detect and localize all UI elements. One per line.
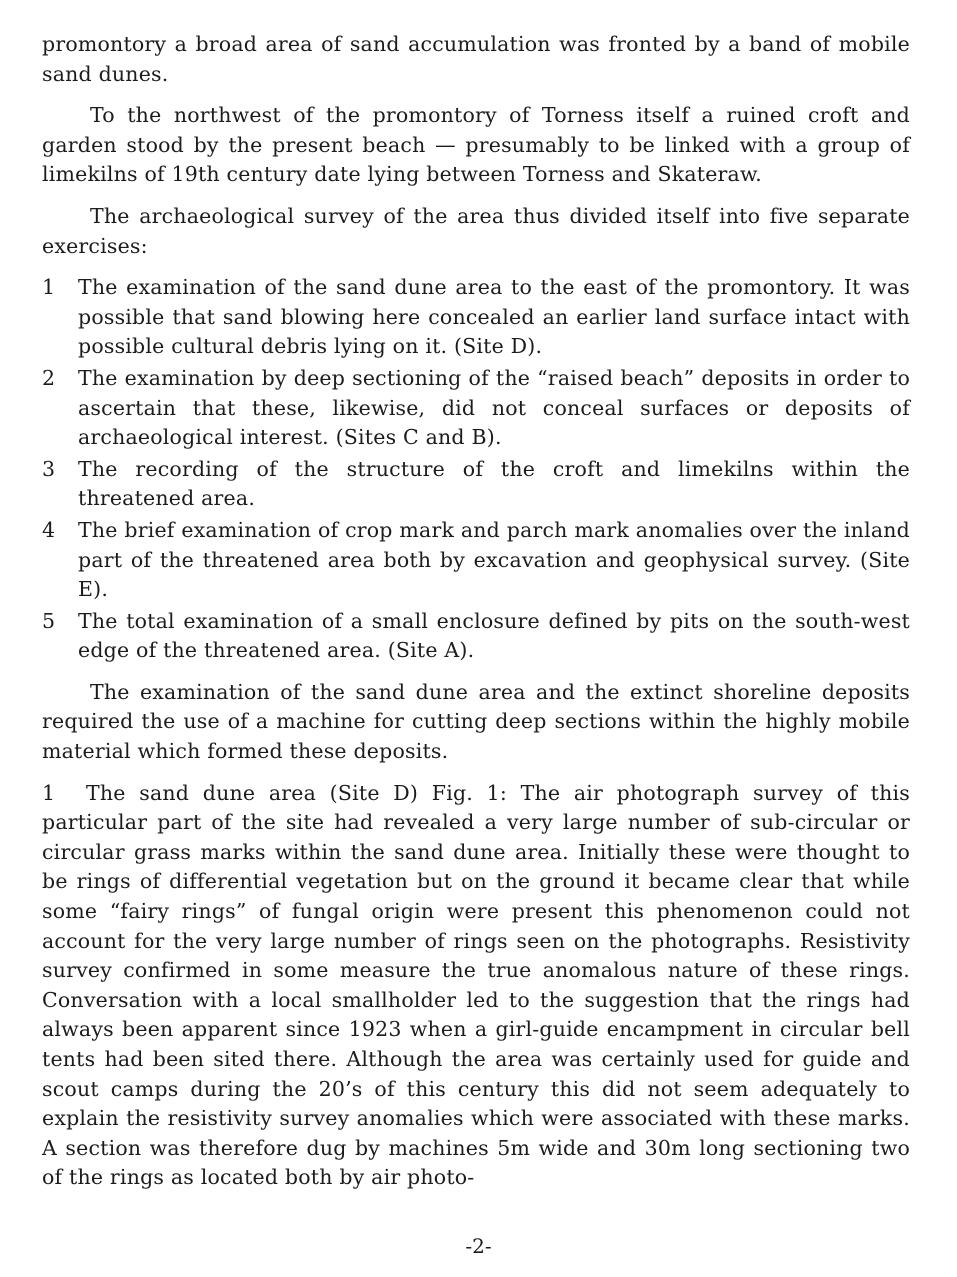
section-number: 1 bbox=[42, 780, 56, 805]
page-number: -2- bbox=[465, 1234, 492, 1258]
list-item-number: 2 bbox=[42, 365, 56, 390]
list-item-text: The recording of the structure of the croft and limekilns within the threatened area. bbox=[78, 456, 910, 511]
exercise-list bbox=[42, 273, 910, 666]
paragraph-croft: To the northwest of the promontory of Torness itself a ruined croft and garden stood by the present beach — presumably to be linked with a group of limekilns of 19th century date lying between Torness and Skateraw. bbox=[42, 103, 910, 187]
list-item-number: 3 bbox=[42, 456, 56, 481]
list-item bbox=[42, 273, 910, 362]
section-text: The sand dune area (Site D) Fig. 1: The air photograph survey of this particular part of the site had revealed a very large number of sub-circular or circular grass marks within the sand dune area. Initially these were thought to be rings of differential vegetation but on the ground it became clear that while some “fairy rings” of fungal origin were present this phenomenon could not account for the very large number of rings seen on the photographs. Resistivity survey confirmed in some measure the true anomalous nature of these rings. Conversation with a local smallholder led to the suggestion that the rings had always been apparent since 1923 when a girl-guide encampment in circular bell tents had been sited there. Although the area was certainly used for guide and scout camps during the 20’s of this century this did not seem adequately to explain the resistivity survey anomalies which were associated with these marks. A section was therefore dug by machines 5m wide and 30m long sectioning two of the rings as located both by air photo- bbox=[42, 780, 910, 1190]
list-item bbox=[42, 516, 910, 605]
list-item bbox=[42, 607, 910, 666]
list-item-text: The examination of the sand dune area to the east of the promontory. It was possible that sand blowing here concealed an earlier land surface intact with possible cultural debris lying on it. (Site D). bbox=[78, 275, 910, 359]
section-sand-dune bbox=[42, 779, 910, 1193]
list-item bbox=[42, 455, 910, 514]
document-page bbox=[42, 30, 910, 1205]
list-item-text: The total examination of a small enclosure defined by pits on the south-west edge of the threatened area. (Site A). bbox=[78, 608, 910, 663]
list-item-text: The brief examination of crop mark and parch mark anomalies over the inland part of the threatened area both by excavation and geophysical survey. (Site E). bbox=[78, 517, 910, 602]
paragraph-machine: The examination of the sand dune area and the extinct shoreline deposits required the use of a machine for cutting deep sections within the highly mobile material which formed these deposits. bbox=[42, 679, 910, 764]
list-item-number: 1 bbox=[42, 275, 56, 300]
paragraph-survey-intro: The archaeological survey of the area thus divided itself into five separate exercises: bbox=[42, 203, 910, 258]
list-item bbox=[42, 364, 910, 453]
list-item-text: The examination by deep sectioning of the “raised beach” deposits in order to ascertain that these, likewise, did not conceal surfaces or deposits of archaeological interest. (Sites C and B). bbox=[78, 365, 910, 450]
list-item-number: 4 bbox=[42, 517, 56, 542]
list-item-number: 5 bbox=[42, 608, 56, 633]
paragraph-continuation: promontory a broad area of sand accumulation was fronted by a band of mobile sand dunes. bbox=[42, 32, 910, 86]
